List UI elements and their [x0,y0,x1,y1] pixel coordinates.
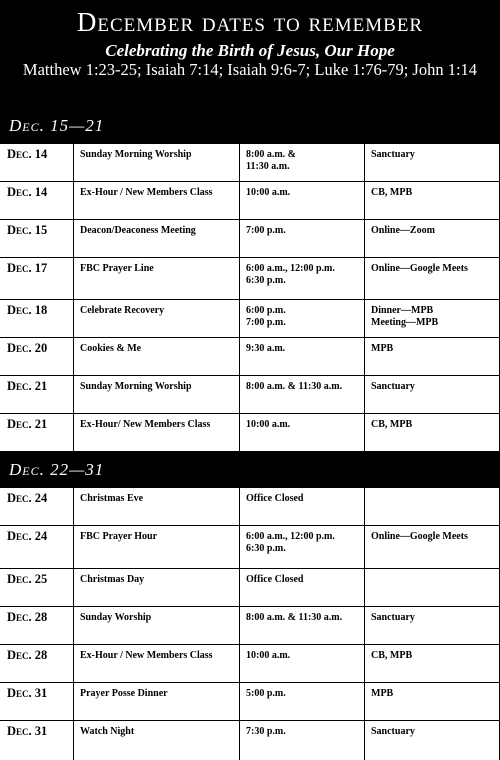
time-cell: 10:00 a.m. [239,414,364,451]
time-cell: 9:30 a.m. [239,338,364,375]
location-cell [364,569,500,606]
table-row [0,488,500,526]
time-cell: Office Closed [239,569,364,606]
time-cell: 7:00 p.m. [239,220,364,257]
date-cell: Dec. 15 [7,223,48,237]
location-cell: CB, MPB [364,182,500,219]
event-cell: Cookies & Me [73,338,239,375]
location-cell: Online—Google Meets [364,258,500,299]
time-cell: Office Closed [239,488,364,525]
location-cell: Sanctuary [364,144,500,181]
time-cell: 10:00 a.m. [239,645,364,682]
table-row [0,220,500,258]
time-cell: 6:00 a.m., 12:00 p.m. 6:30 p.m. [239,526,364,568]
table-row [0,607,500,645]
table-row [0,258,500,300]
date-cell: Dec. 25 [7,572,48,586]
table-row [0,645,500,683]
time-cell: 6:00 a.m., 12:00 p.m. 6:30 p.m. [239,258,364,299]
date-cell: Dec. 24 [7,529,48,543]
location-cell: Online—Google Meets [364,526,500,568]
table-row [0,721,500,760]
date-cell: Dec. 28 [7,610,48,624]
section-header: Dec. 22—31 [0,452,500,488]
date-cell: Dec. 21 [7,417,48,431]
date-cell: Dec. 17 [7,261,48,275]
section-header: Dec. 15—21 [0,108,500,144]
location-cell: MPB [364,338,500,375]
table-row [0,338,500,376]
date-cell: Dec. 31 [7,724,48,738]
event-cell: Ex-Hour / New Members Class [73,182,239,219]
location-cell: Online—Zoom [364,220,500,257]
location-cell: Dinner—MPB Meeting—MPB [364,300,500,337]
event-cell: Sunday Morning Worship [73,376,239,413]
location-cell: Sanctuary [364,607,500,644]
location-cell: Sanctuary [364,376,500,413]
time-cell: 7:30 p.m. [239,721,364,760]
table-row [0,569,500,607]
date-cell: Dec. 24 [7,491,48,505]
event-cell: Christmas Eve [73,488,239,525]
date-cell: Dec. 21 [7,379,48,393]
date-cell: Dec. 14 [7,185,48,199]
page-subtitle: Celebrating the Birth of Jesus, Our Hope [105,41,395,60]
time-cell: 8:00 a.m. & 11:30 a.m. [239,144,364,181]
event-cell: Prayer Posse Dinner [73,683,239,720]
location-cell [364,488,500,525]
page-title: December dates to remember [76,7,424,37]
event-cell: Christmas Day [73,569,239,606]
event-cell: Watch Night [73,721,239,760]
event-cell: Ex-Hour/ New Members Class [73,414,239,451]
time-cell: 6:00 p.m. 7:00 p.m. [239,300,364,337]
location-cell: CB, MPB [364,645,500,682]
location-cell: Sanctuary [364,721,500,760]
scripture-references: Matthew 1:23-25; Isaiah 7:14; Isaiah 9:6-7; Luke 1:76-79; John 1:14 [22,60,478,79]
event-cell: FBC Prayer Hour [73,526,239,568]
event-cell: Deacon/Deaconess Meeting [73,220,239,257]
event-cell: Sunday Worship [73,607,239,644]
time-cell: 5:00 p.m. [239,683,364,720]
date-cell: Dec. 28 [7,648,48,662]
table-row [0,300,500,338]
date-cell: Dec. 14 [7,147,48,161]
time-cell: 8:00 a.m. & 11:30 a.m. [239,607,364,644]
event-cell: Celebrate Recovery [73,300,239,337]
date-cell: Dec. 20 [7,341,48,355]
time-cell: 10:00 a.m. [239,182,364,219]
table-row [0,144,500,182]
table-row [0,683,500,721]
event-cell: Sunday Morning Worship [73,144,239,181]
date-cell: Dec. 18 [7,303,48,317]
table-row [0,182,500,220]
event-cell: Ex-Hour / New Members Class [73,645,239,682]
event-cell: FBC Prayer Line [73,258,239,299]
time-cell: 8:00 a.m. & 11:30 a.m. [239,376,364,413]
page-header [0,0,500,108]
table-row [0,414,500,452]
table-row [0,376,500,414]
location-cell: CB, MPB [364,414,500,451]
location-cell: MPB [364,683,500,720]
date-cell: Dec. 31 [7,686,48,700]
table-row [0,526,500,569]
